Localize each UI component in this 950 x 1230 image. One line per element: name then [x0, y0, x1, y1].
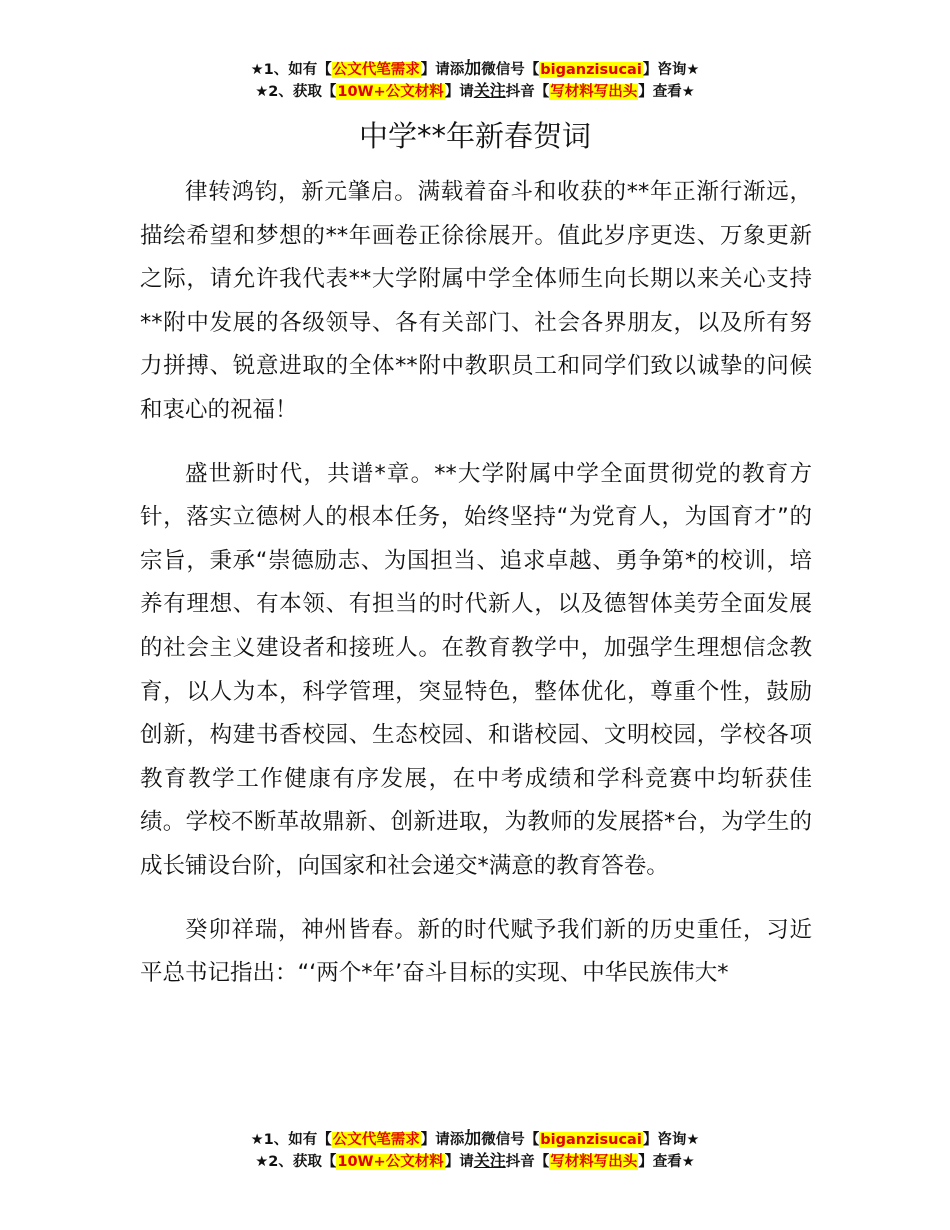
banner-text: 抖音【 — [505, 84, 550, 100]
banner-highlight-service: 公文代笔需求 — [332, 62, 420, 78]
document-body — [140, 171, 812, 1016]
banner-highlight-wechat: biganzisucai — [540, 62, 642, 78]
banner-text: 】请添 — [420, 62, 465, 78]
paragraph-1: 律转鸿钧，新元肇启。满载着奋斗和收获的**年正渐行渐远，描绘希望和梦想的**年画卷正徐徐展开。值此岁序更迭、万象更新之际，请允许我代表**大学附属中学全体师生向长期以来关心支持**附中发展的各级领导、各有关部门、社会各界朋友，以及所有努力拼搏、锐意进取的全体**附中教职员工和同学们致以诚挚的问候和衷心的祝福！ — [140, 179, 812, 423]
banner-text: 】查看★ — [638, 84, 695, 100]
banner-text: 】请添 — [420, 1132, 465, 1148]
document-title: 中学**年新春贺词 — [358, 119, 591, 153]
paragraph-2: 盛世新时代，共谱*章。**大学附属中学全面贯彻党的教育方针，落实立德树人的根本任务，始终坚持“为党育人，为国育才”的宗旨，秉承“崇德励志、为国担当、追求卓越、勇争第*的校训，培养有理想、有本领、有担当的时代新人，以及德智体美劳全面发展的社会主义建设者和接班人。在教育教学中，加强学生理想信念教育，以人为本，科学管理，突显特色，整体优化，尊重个性，鼓励创新，构建书香校园、生态校园、和谐校园、文明校园，学校各项教育教学工作健康有序发展，在中考成绩和学科竞赛中均斩获佳绩。学校不断革故鼎新、创新进取，为教师的发展搭*台，为学生的成长铺设台阶，向国家和社会递交*满意的教育答卷。 — [140, 460, 812, 879]
banner-line-1 — [0, 1128, 950, 1150]
banner-text: 】咨询★ — [642, 1132, 700, 1148]
banner-text: ★2、获取【 — [255, 84, 337, 100]
banner-text: 微信号【 — [481, 1132, 540, 1148]
banner-highlight-materials: 10W+公文材料 — [337, 84, 444, 100]
banner-line-2 — [0, 1150, 950, 1172]
banner-text: ★2、获取【 — [255, 1154, 337, 1170]
banner-text: 】咨询★ — [642, 62, 700, 78]
paragraph-3: 癸卯祥瑞，神州皆春。新的时代赋予我们新的历史重任，习近平总书记指出：“‘两个*年’奋斗目标的实现、中华民族伟大* — [140, 916, 812, 987]
banner-line-1 — [0, 58, 950, 80]
banner-text-underline: 关注 — [473, 81, 506, 100]
banner-line-2 — [0, 80, 950, 102]
banner-text: 】请 — [444, 84, 474, 100]
banner-text-emphasis: 加 — [464, 59, 482, 79]
banner-text: 微信号【 — [481, 62, 540, 78]
banner-text: ★1、如有【 — [250, 1132, 332, 1148]
header-banner — [0, 58, 950, 102]
banner-text: ★1、如有【 — [250, 62, 332, 78]
banner-text: 】查看★ — [638, 1154, 695, 1170]
banner-highlight-service: 公文代笔需求 — [332, 1132, 420, 1148]
banner-text-emphasis: 加 — [464, 1129, 482, 1149]
banner-text-underline: 关注 — [473, 1151, 506, 1170]
banner-highlight-materials: 10W+公文材料 — [337, 1154, 444, 1170]
banner-highlight-wechat: biganzisucai — [540, 1132, 642, 1148]
banner-highlight-douyin: 写材料写出头 — [550, 1154, 638, 1170]
banner-highlight-douyin: 写材料写出头 — [550, 84, 638, 100]
banner-text: 】请 — [444, 1154, 474, 1170]
footer-banner — [0, 1128, 950, 1172]
banner-text: 抖音【 — [505, 1154, 550, 1170]
